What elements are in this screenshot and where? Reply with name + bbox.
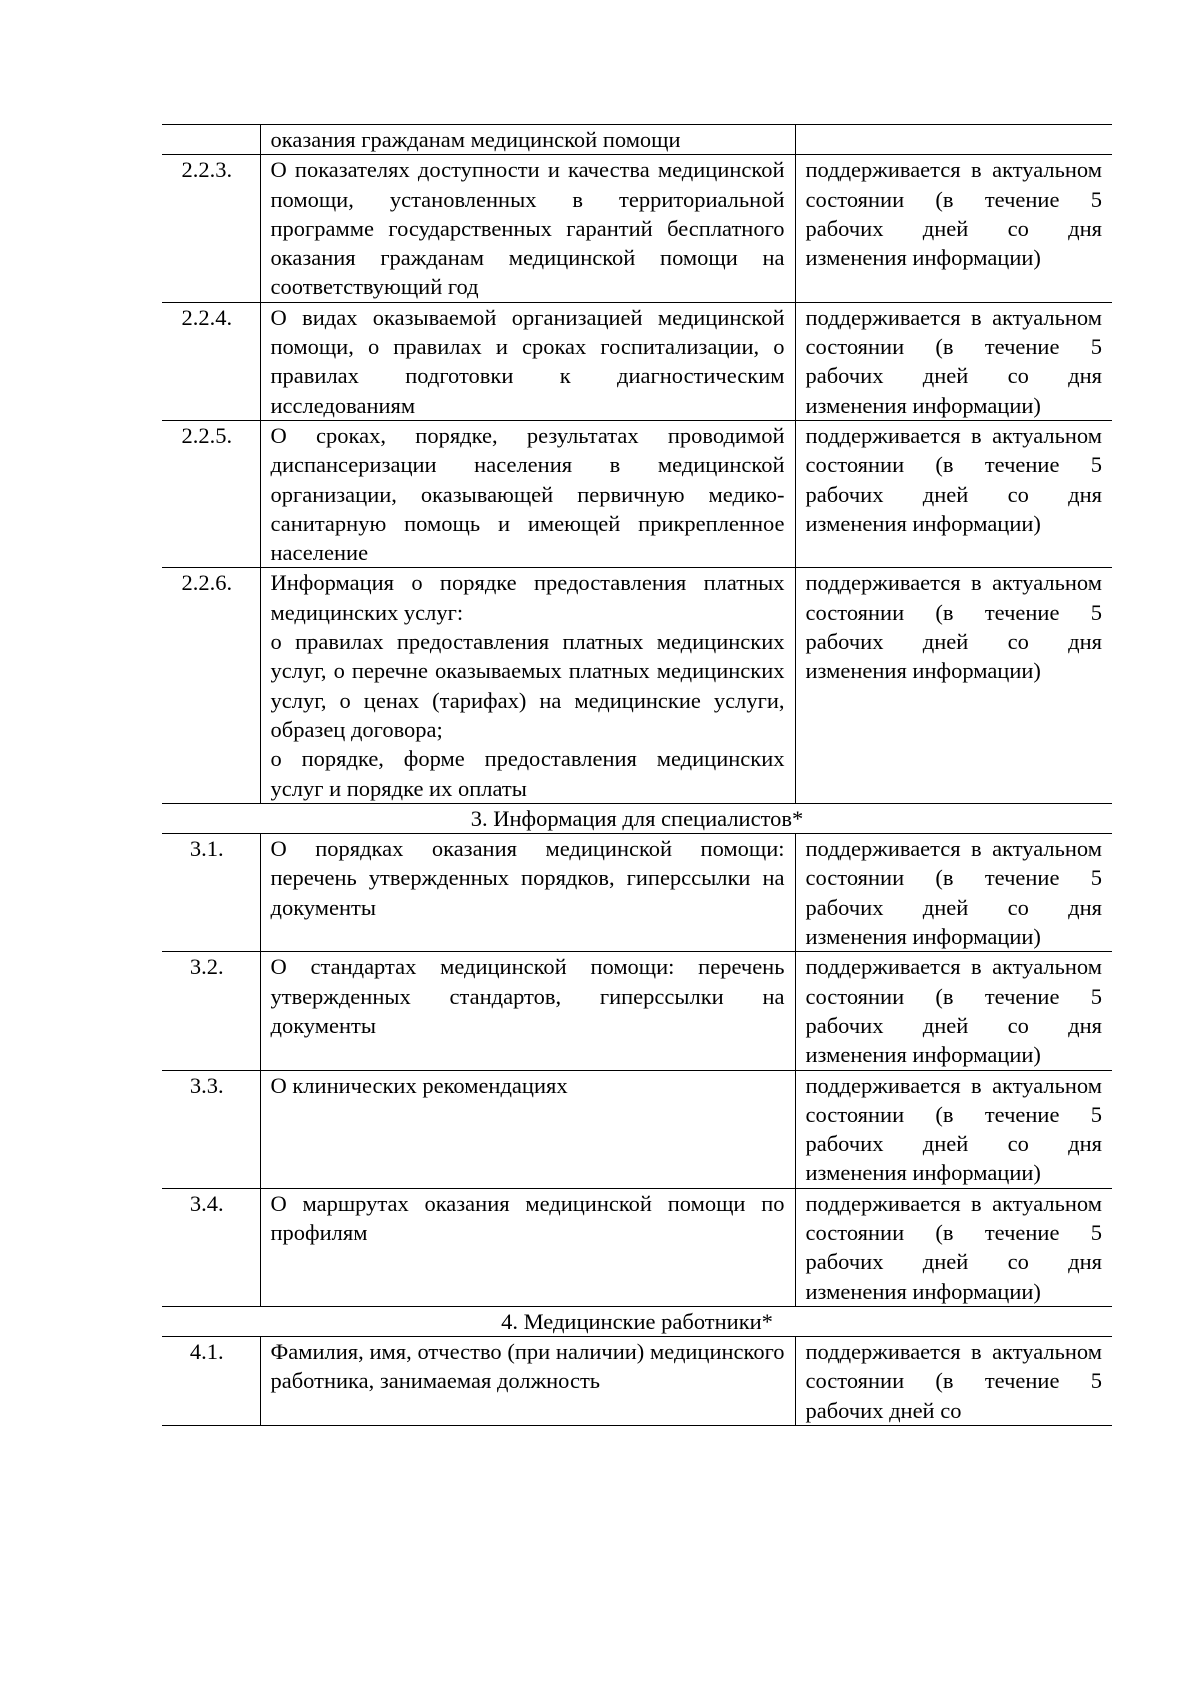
description-paragraph: о правилах предоставления платных медицинских услуг, о перечне оказываемых платных медицинских услуг, о ценах (тарифах) на медицинские услуги, образец договора; <box>270 629 785 742</box>
item-description <box>260 1337 795 1426</box>
item-description <box>260 568 795 803</box>
document-page <box>162 124 1112 1426</box>
item-number: 2.2.4. <box>162 302 260 420</box>
update-requirement-text: поддерживается в актуальном состоянии (в течение 5 рабочих дней со дня изменения информации) <box>805 1190 1102 1304</box>
description-paragraph: О порядках оказания медицинской помощи: перечень утвержденных порядков, гиперссылки на документы <box>270 836 785 920</box>
update-requirement-text: поддерживается в актуальном состоянии (в течение 5 рабочих дней со дня изменения информации) <box>805 836 1102 950</box>
information-table-body <box>162 125 1112 1426</box>
item-number <box>162 125 260 155</box>
item-description <box>260 1070 795 1188</box>
update-requirement <box>795 125 1112 155</box>
description-paragraph: О стандартах медицинской помощи: перечень утвержденных стандартов, гиперссылки на документы <box>270 954 785 1038</box>
table-row <box>162 834 1112 952</box>
item-number: 3.3. <box>162 1070 260 1188</box>
item-description <box>260 420 795 567</box>
item-number: 4.1. <box>162 1337 260 1426</box>
update-requirement-text: поддерживается в актуальном состоянии (в течение 5 рабочих дней со дня изменения информации) <box>805 570 1102 684</box>
table-row <box>162 1070 1112 1188</box>
item-number: 2.2.6. <box>162 568 260 803</box>
table-row <box>162 952 1112 1070</box>
update-requirement <box>795 1188 1112 1306</box>
update-requirement-text: поддерживается в актуальном состоянии (в течение 5 рабочих дней со дня изменения информации) <box>805 1072 1102 1186</box>
update-requirement <box>795 952 1112 1070</box>
update-requirement-text: поддерживается в актуальном состоянии (в течение 5 рабочих дней со дня изменения информации) <box>805 954 1102 1068</box>
information-table <box>162 124 1112 1426</box>
description-paragraph: О маршрутах оказания медицинской помощи по профилям <box>270 1190 785 1245</box>
update-requirement <box>795 155 1112 302</box>
update-requirement <box>795 568 1112 803</box>
item-number: 2.2.5. <box>162 420 260 567</box>
update-requirement-text: поддерживается в актуальном состоянии (в течение 5 рабочих дней со дня изменения информации) <box>805 157 1102 271</box>
item-number: 2.2.3. <box>162 155 260 302</box>
description-paragraph: Информация о порядке предоставления платных медицинских услуг: <box>270 570 785 625</box>
update-requirement <box>795 834 1112 952</box>
table-row <box>162 1188 1112 1306</box>
description-paragraph: О сроках, порядке, результатах проводимой диспансеризации населения в медицинской организации, оказывающей первичную медико-санитарную помощь и имеющей прикрепленное население <box>270 422 785 566</box>
description-paragraph: О показателях доступности и качества медицинской помощи, установленных в территориальной программе государственных гарантий бесплатного оказания гражданам медицинской помощи на соответствующий год <box>270 157 785 300</box>
item-description <box>260 952 795 1070</box>
update-requirement <box>795 1070 1112 1188</box>
update-requirement-text: поддерживается в актуальном состоянии (в течение 5 рабочих дней со дня изменения информации) <box>805 304 1102 418</box>
section-header-row <box>162 1306 1112 1336</box>
description-paragraph: О видах оказываемой организацией медицинской помощи, о правилах и сроках госпитализации, о правилах подготовки к диагностическим исследованиям <box>270 304 785 418</box>
item-description <box>260 155 795 302</box>
update-requirement-text: поддерживается в актуальном состоянии (в течение 5 рабочих дней со <box>805 1339 1102 1423</box>
section-header-row <box>162 803 1112 833</box>
table-row <box>162 155 1112 302</box>
item-number: 3.4. <box>162 1188 260 1306</box>
section-title: 3. Информация для специалистов* <box>162 803 1112 833</box>
table-row <box>162 1337 1112 1426</box>
table-row <box>162 302 1112 420</box>
section-title: 4. Медицинские работники* <box>162 1306 1112 1336</box>
item-description <box>260 302 795 420</box>
description-paragraph: Фамилия, имя, отчество (при наличии) медицинского работника, занимаемая должность <box>270 1339 785 1394</box>
item-number: 3.1. <box>162 834 260 952</box>
update-requirement-text: поддерживается в актуальном состоянии (в течение 5 рабочих дней со дня изменения информации) <box>805 422 1102 536</box>
item-description <box>260 1188 795 1306</box>
description-paragraph: О клинических рекомендациях <box>270 1072 568 1098</box>
table-row <box>162 568 1112 803</box>
update-requirement <box>795 420 1112 567</box>
table-row <box>162 125 1112 155</box>
update-requirement <box>795 302 1112 420</box>
item-number: 3.2. <box>162 952 260 1070</box>
item-description <box>260 125 795 155</box>
table-row <box>162 420 1112 567</box>
item-description <box>260 834 795 952</box>
description-paragraph: оказания гражданам медицинской помощи <box>270 127 681 152</box>
description-paragraph: о порядке, форме предоставления медицинских услуг и порядке их оплаты <box>270 746 785 801</box>
update-requirement <box>795 1337 1112 1426</box>
